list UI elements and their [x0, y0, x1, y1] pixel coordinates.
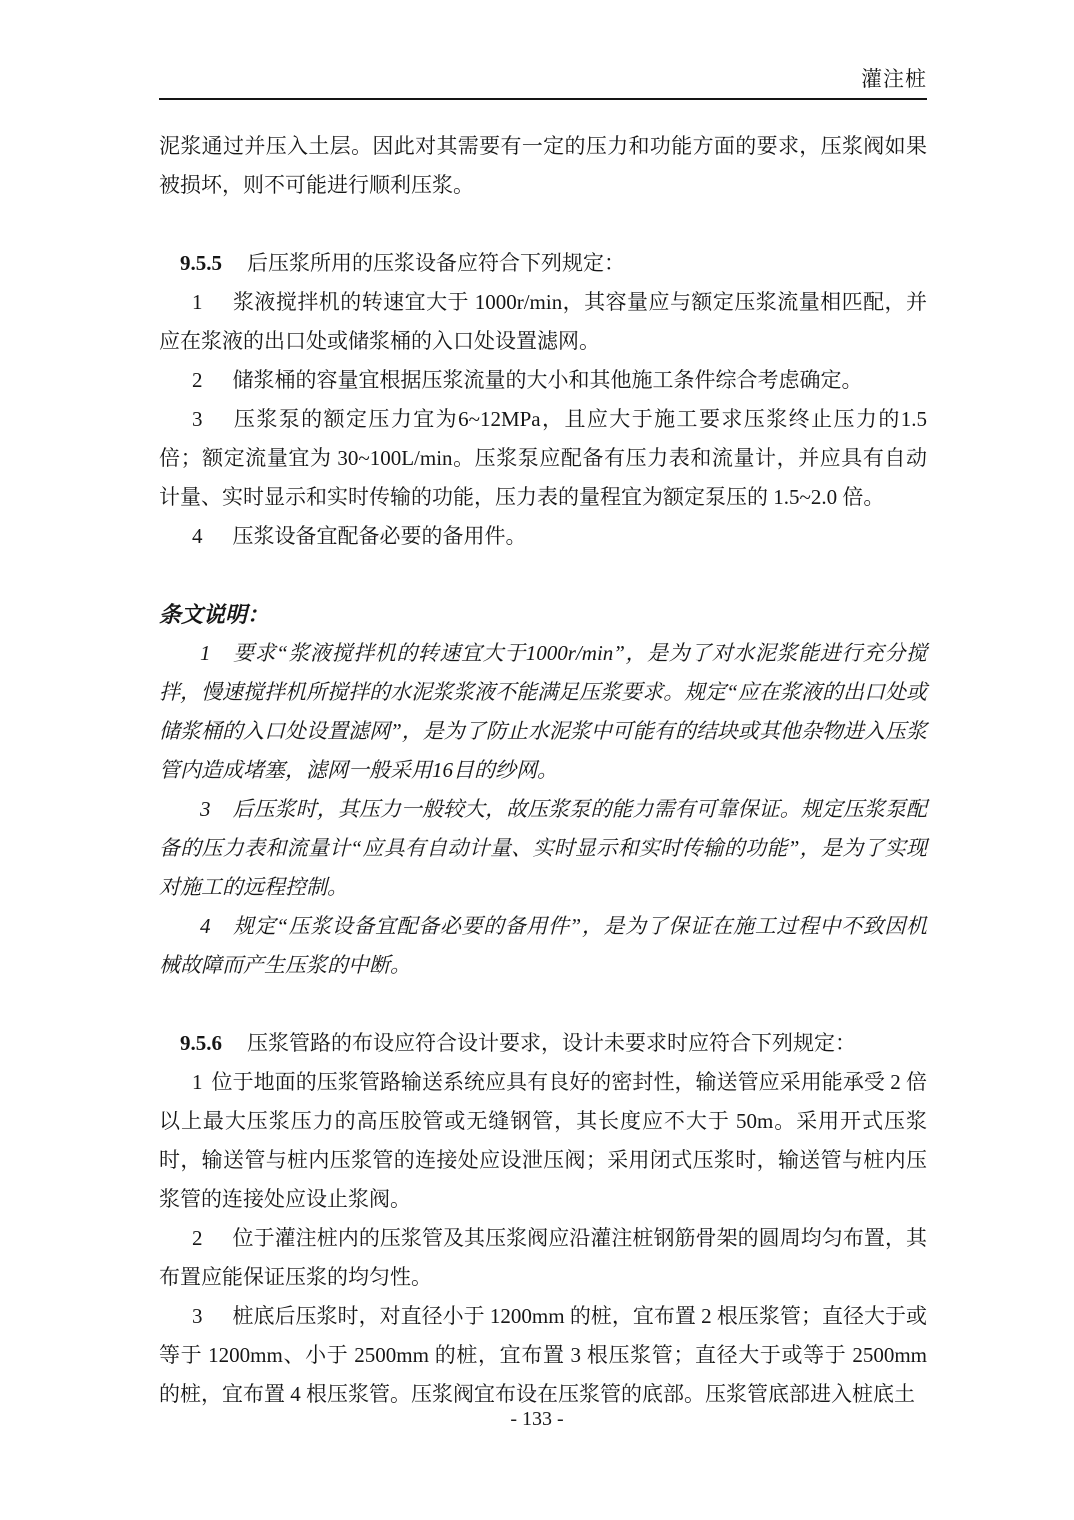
item-text: 位于地面的压浆管路输送系统应具有良好的密封性，输送管应采用能承受 2 倍以上最大压浆压力的高压胶管或无缝钢管，其长度应不大于 50m。采用开式压浆时，输送管与桩内压浆管的连接处应设泄压阀；采用闭式压浆时，输送管与桩内压浆管的连接处应设止浆阀。	[159, 1070, 927, 1211]
page-footer	[0, 1406, 1074, 1432]
item-number: 1	[200, 641, 211, 665]
item-number: 3	[200, 797, 211, 821]
commentary-item-1	[159, 634, 927, 790]
page-content	[159, 66, 927, 1414]
item-text: 压浆设备宜配备必要的备用件。	[232, 524, 527, 548]
page-header	[159, 66, 927, 100]
item-number: 2	[192, 1226, 203, 1250]
item-number: 2	[192, 368, 203, 392]
item-number: 3	[192, 1304, 203, 1328]
clause-9-5-5-heading	[159, 244, 927, 283]
item-text: 要求“浆液搅拌机的转速宜大于1000r/min”，是为了对水泥浆能进行充分搅拌，慢速搅拌机所搅拌的水泥浆浆液不能满足压浆要求。规定“应在浆液的出口处或储浆桶的入口处设置滤网”，是为了防止水泥浆中可能有的结块或其他杂物进入压浆管内造成堵塞，滤网一般采用16目的纱网。	[159, 641, 927, 782]
item-text: 储浆桶的容量宜根据压浆流量的大小和其他施工条件综合考虑确定。	[232, 368, 863, 392]
item-number: 3	[192, 407, 203, 431]
item-text: 位于灌注桩内的压浆管及其压浆阀应沿灌注桩钢筋骨架的圆周均匀布置，其布置应能保证压浆的均匀性。	[159, 1226, 927, 1289]
clause-title: 压浆管路的布设应符合设计要求，设计未要求时应符合下列规定：	[247, 1031, 856, 1055]
clause-9-5-6-item-3	[159, 1297, 927, 1414]
clause-9-5-5-item-1	[159, 283, 927, 361]
clause-title: 后压浆所用的压浆设备应符合下列规定：	[247, 251, 625, 275]
item-number: 1	[192, 1070, 203, 1094]
item-number: 4	[192, 524, 203, 548]
clause-9-5-5-item-2	[159, 361, 927, 400]
document-body	[159, 127, 927, 1414]
item-number: 4	[200, 914, 211, 938]
clause-9-5-6-item-2	[159, 1219, 927, 1297]
page-number: - 133 -	[510, 1408, 564, 1430]
running-title: 灌注桩	[861, 67, 927, 91]
header-rule	[159, 98, 927, 100]
commentary-section	[159, 595, 927, 985]
item-number: 1	[192, 290, 203, 314]
clause-9-5-5-item-4	[159, 517, 927, 556]
commentary-heading: 条文说明：	[159, 602, 270, 627]
clause-9-5-6-heading	[159, 1024, 927, 1063]
commentary-item-4	[159, 907, 927, 985]
item-text: 桩底后压浆时，对直径小于 1200mm 的桩，宜布置 2 根压浆管；直径大于或等于 1200mm、小于 2500mm 的桩，宜布置 3 根压浆管；直径大于或等于 2500mm 的桩，宜布置 4 根压浆管。压浆阀宜布设在压浆管的底部。压浆管底部进入桩底土	[159, 1304, 927, 1406]
item-text: 压浆泵的额定压力宜为6~12MPa，且应大于施工要求压浆终止压力的1.5倍；额定流量宜为 30~100L/min。压浆泵应配备有压力表和流量计，并应具有自动计量、实时显示和实时传输的功能，压力表的量程宜为额定泵压的 1.5~2.0 倍。	[159, 407, 927, 509]
item-text: 规定“压浆设备宜配备必要的备用件”，是为了保证在施工过程中不致因机械故障而产生压浆的中断。	[159, 914, 927, 977]
clause-9-5-5-item-3	[159, 400, 927, 517]
clause-number: 9.5.5	[180, 251, 222, 275]
clause-number: 9.5.6	[180, 1031, 222, 1055]
intro-paragraph: 泥浆通过并压入土层。因此对其需要有一定的压力和功能方面的要求，压浆阀如果被损坏，则不可能进行顺利压浆。	[159, 134, 927, 197]
clause-9-5-6-item-1	[159, 1063, 927, 1219]
item-text: 后压浆时，其压力一般较大，故压浆泵的能力需有可靠保证。规定压浆泵配备的压力表和流量计“应具有自动计量、实时显示和实时传输的功能”，是为了实现对施工的远程控制。	[159, 797, 927, 899]
commentary-item-3	[159, 790, 927, 907]
item-text: 浆液搅拌机的转速宜大于 1000r/min，其容量应与额定压浆流量相匹配，并应在浆液的出口处或储浆桶的入口处设置滤网。	[159, 290, 927, 353]
